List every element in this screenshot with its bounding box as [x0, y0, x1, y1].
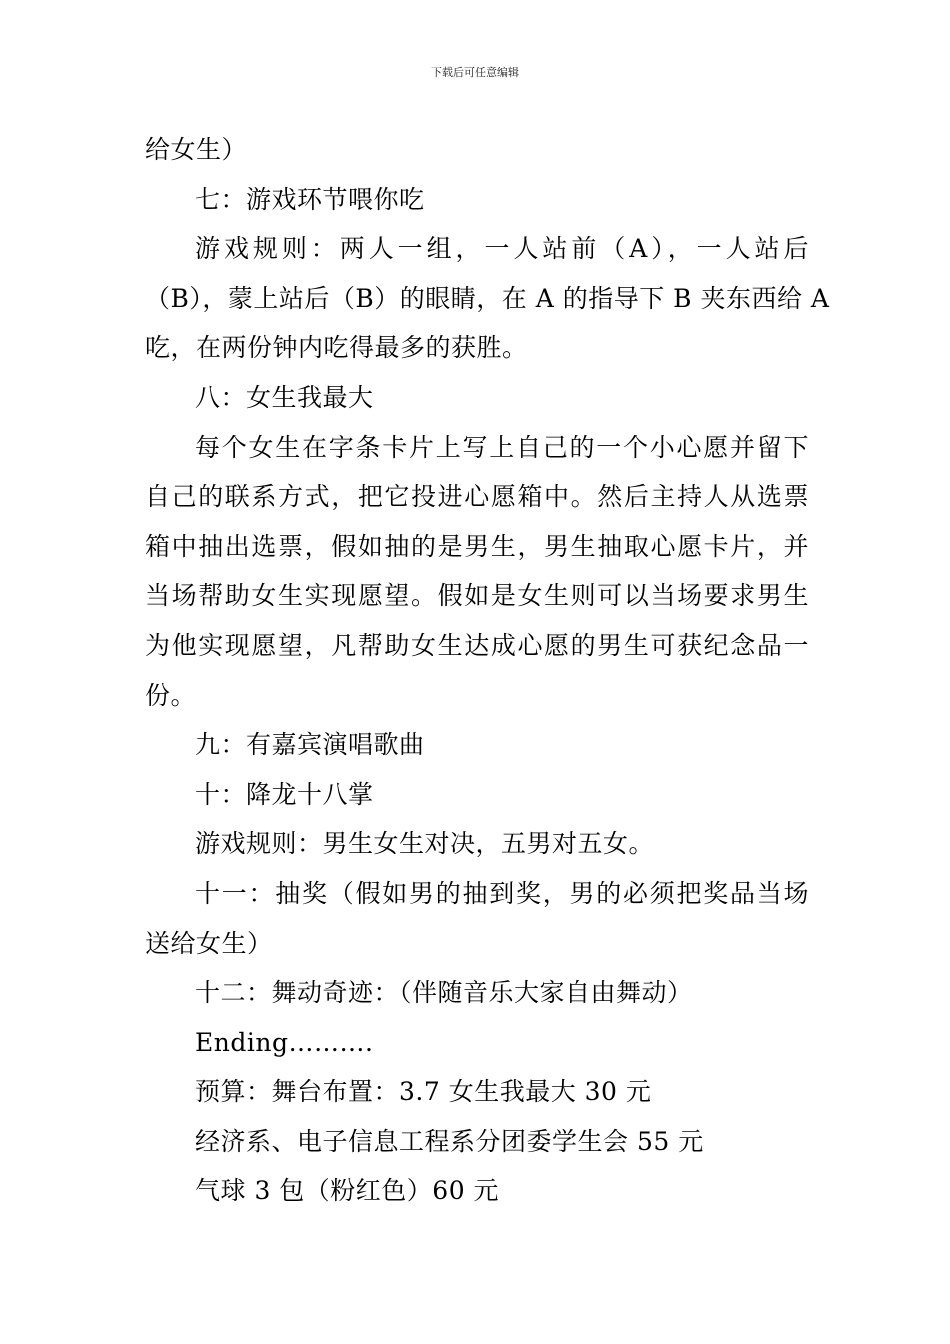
- paragraph-line: （B），蒙上站后（B）的眼睛，在 A 的指导下 B 夹东西给 A: [145, 283, 830, 313]
- paragraph-line: Ending……….: [195, 1027, 374, 1057]
- paragraph-line: 自己的联系方式，把它投进心愿箱中。然后主持人从选票: [145, 482, 809, 512]
- paragraph-line: 箱中抽出选票，假如抽的是男生，男生抽取心愿卡片，并: [145, 531, 809, 561]
- paragraph-line: 每个女生在字条卡片上写上自己的一个小心愿并留下: [195, 432, 809, 462]
- paragraph-line: 游戏规则：男生女生对决，五男对五女。: [195, 829, 655, 859]
- budget-line: 气球 3 包（粉红色）60 元: [195, 1176, 500, 1206]
- section-heading: 十：降龙十八掌: [195, 779, 374, 809]
- section-heading: 九：有嘉宾演唱歌曲: [195, 730, 425, 760]
- paragraph-line: 当场帮助女生实现愿望。假如是女生则可以当场要求男生: [145, 581, 809, 611]
- document-body: [145, 125, 830, 1216]
- section-heading: 十一：抽奖（假如男的抽到奖，男的必须把奖品当场: [195, 878, 809, 908]
- section-heading: 七：游戏环节喂你吃: [195, 184, 425, 214]
- budget-line: 经济系、电子信息工程系分团委学生会 55 元: [195, 1126, 704, 1156]
- page-header: 下载后可任意编辑: [431, 66, 519, 79]
- budget-line: 预算：舞台布置：3.7 女生我最大 30 元: [195, 1077, 652, 1107]
- paragraph-line: 为他实现愿望，凡帮助女生达成心愿的男生可获纪念品一: [145, 630, 809, 660]
- paragraph-line: 游戏规则：两人一组，一人站前（A），一人站后: [195, 234, 809, 264]
- section-heading: 十二：舞动奇迹：（伴随音乐大家自由舞动）: [195, 978, 693, 1008]
- paragraph-line: 送给女生）: [145, 928, 273, 958]
- text-line: 给女生）: [145, 135, 248, 164]
- section-heading: 八：女生我最大: [195, 382, 374, 412]
- paragraph-line: 份。: [145, 680, 197, 710]
- paragraph-line: 吃，在两份钟内吃得最多的获胜。: [145, 333, 528, 363]
